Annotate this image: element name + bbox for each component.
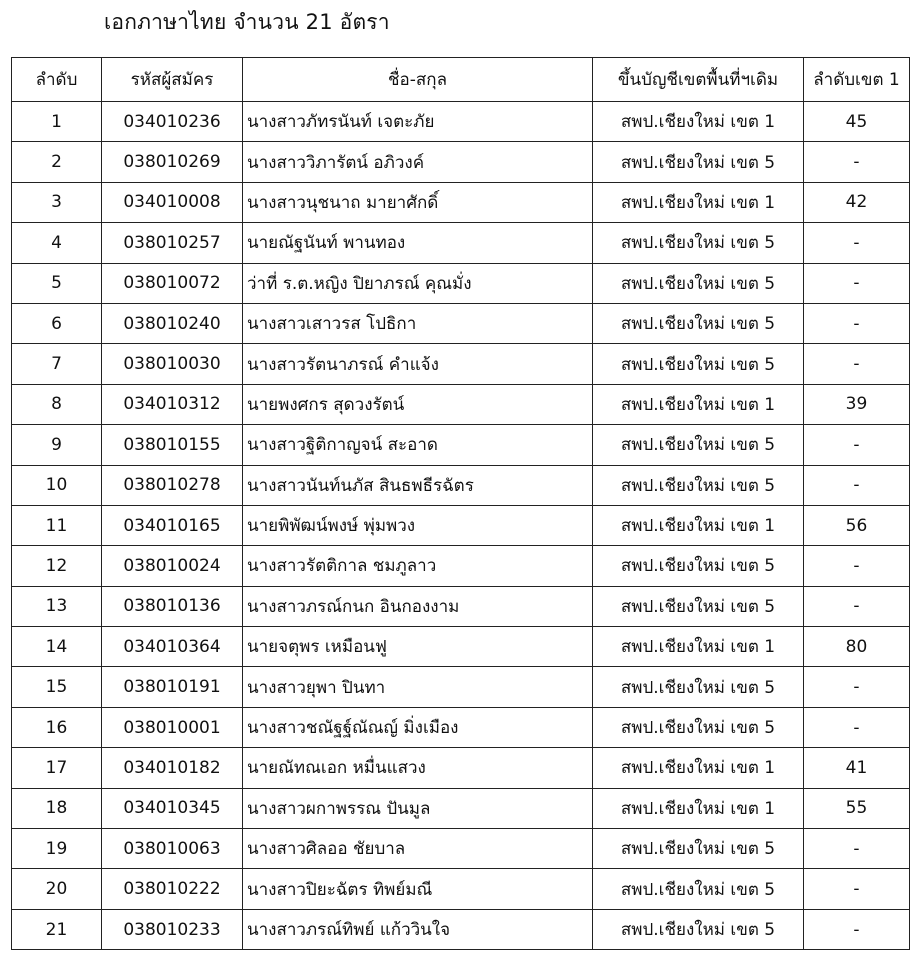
- row-number-cell: 1: [12, 102, 102, 142]
- table-row: [12, 909, 910, 949]
- original-district-cell: สพป.เชียงใหม่ เขต 5: [593, 303, 804, 343]
- district-1-rank-cell: -: [804, 425, 910, 465]
- original-district-cell: สพป.เชียงใหม่ เขต 1: [593, 627, 804, 667]
- full-name-cell: นางสาวศิลออ ชัยบาล: [243, 829, 593, 869]
- district-1-rank-cell: -: [804, 223, 910, 263]
- table-row: [12, 748, 910, 788]
- original-district-cell: สพป.เชียงใหม่ เขต 5: [593, 223, 804, 263]
- column-header-full-name: ชื่อ-สกุล: [243, 58, 593, 102]
- table-row: [12, 505, 910, 545]
- applicant-id-cell: 038010269: [102, 142, 243, 182]
- original-district-cell: สพป.เชียงใหม่ เขต 5: [593, 142, 804, 182]
- applicant-id-cell: 038010233: [102, 909, 243, 949]
- original-district-cell: สพป.เชียงใหม่ เขต 1: [593, 384, 804, 424]
- row-number-cell: 13: [12, 586, 102, 626]
- column-header-order: ลำดับ: [12, 58, 102, 102]
- district-1-rank-cell: -: [804, 909, 910, 949]
- applicant-id-cell: 034010165: [102, 505, 243, 545]
- full-name-cell: นางสาวรัตติกาล ชมภูลาว: [243, 546, 593, 586]
- page-title: เอกภาษาไทย จำนวน 21 อัตรา: [104, 10, 390, 34]
- district-1-rank-cell: -: [804, 869, 910, 909]
- applicant-id-cell: 038010001: [102, 707, 243, 747]
- applicant-id-cell: 038010030: [102, 344, 243, 384]
- full-name-cell: นางสาวฐิติกาญจน์ สะอาด: [243, 425, 593, 465]
- table-row: [12, 303, 910, 343]
- applicant-id-cell: 038010072: [102, 263, 243, 303]
- applicant-id-cell: 038010257: [102, 223, 243, 263]
- table-row: [12, 586, 910, 626]
- table-row: [12, 546, 910, 586]
- original-district-cell: สพป.เชียงใหม่ เขต 1: [593, 788, 804, 828]
- row-number-cell: 21: [12, 909, 102, 949]
- table-row: [12, 465, 910, 505]
- district-1-rank-cell: -: [804, 465, 910, 505]
- original-district-cell: สพป.เชียงใหม่ เขต 5: [593, 707, 804, 747]
- district-1-rank-cell: -: [804, 667, 910, 707]
- table-row: [12, 788, 910, 828]
- full-name-cell: นางสาวชณัฐฐ์ณัณญ์ มิ่งเมือง: [243, 707, 593, 747]
- full-name-cell: นางสาวผกาพรรณ ปันมูล: [243, 788, 593, 828]
- original-district-cell: สพป.เชียงใหม่ เขต 1: [593, 748, 804, 788]
- district-1-rank-cell: -: [804, 586, 910, 626]
- applicant-id-cell: 034010008: [102, 182, 243, 222]
- full-name-cell: นางสาวภรณ์ทิพย์ แก้ววินใจ: [243, 909, 593, 949]
- original-district-cell: สพป.เชียงใหม่ เขต 5: [593, 586, 804, 626]
- full-name-cell: นางสาววิภารัตน์ อภิวงค์: [243, 142, 593, 182]
- table-row: [12, 142, 910, 182]
- applicant-id-cell: 038010191: [102, 667, 243, 707]
- original-district-cell: สพป.เชียงใหม่ เขต 5: [593, 465, 804, 505]
- original-district-cell: สพป.เชียงใหม่ เขต 1: [593, 102, 804, 142]
- applicant-id-cell: 034010236: [102, 102, 243, 142]
- full-name-cell: นางสาวรัตนาภรณ์ คำแจ้ง: [243, 344, 593, 384]
- original-district-cell: สพป.เชียงใหม่ เขต 1: [593, 505, 804, 545]
- district-1-rank-cell: -: [804, 263, 910, 303]
- full-name-cell: นายณัฐนันท์ พานทอง: [243, 223, 593, 263]
- full-name-cell: นายพิพัฒน์พงษ์ พุ่มพวง: [243, 505, 593, 545]
- original-district-cell: สพป.เชียงใหม่ เขต 5: [593, 425, 804, 465]
- district-1-rank-cell: -: [804, 344, 910, 384]
- original-district-cell: สพป.เชียงใหม่ เขต 5: [593, 829, 804, 869]
- applicant-id-cell: 034010364: [102, 627, 243, 667]
- row-number-cell: 17: [12, 748, 102, 788]
- applicant-id-cell: 038010063: [102, 829, 243, 869]
- original-district-cell: สพป.เชียงใหม่ เขต 5: [593, 263, 804, 303]
- row-number-cell: 2: [12, 142, 102, 182]
- applicant-id-cell: 038010222: [102, 869, 243, 909]
- district-1-rank-cell: 80: [804, 627, 910, 667]
- district-1-rank-cell: 41: [804, 748, 910, 788]
- district-1-rank-cell: -: [804, 707, 910, 747]
- full-name-cell: นางสาวภรณ์กนก อินกองงาม: [243, 586, 593, 626]
- full-name-cell: นางสาวภัทรนันท์ เจตะภัย: [243, 102, 593, 142]
- original-district-cell: สพป.เชียงใหม่ เขต 5: [593, 869, 804, 909]
- row-number-cell: 16: [12, 707, 102, 747]
- column-header-applicant-id: รหัสผู้สมัคร: [102, 58, 243, 102]
- row-number-cell: 5: [12, 263, 102, 303]
- row-number-cell: 3: [12, 182, 102, 222]
- district-1-rank-cell: -: [804, 546, 910, 586]
- applicant-id-cell: 034010345: [102, 788, 243, 828]
- table-row: [12, 829, 910, 869]
- original-district-cell: สพป.เชียงใหม่ เขต 5: [593, 667, 804, 707]
- row-number-cell: 10: [12, 465, 102, 505]
- full-name-cell: นางสาวยุพา ปินทา: [243, 667, 593, 707]
- district-1-rank-cell: 39: [804, 384, 910, 424]
- table-row: [12, 707, 910, 747]
- full-name-cell: นางสาวนุชนาถ มายาศักดิ์: [243, 182, 593, 222]
- table-row: [12, 384, 910, 424]
- row-number-cell: 11: [12, 505, 102, 545]
- full-name-cell: ว่าที่ ร.ต.หญิง ปิยาภรณ์ คุณมั่ง: [243, 263, 593, 303]
- applicant-id-cell: 038010278: [102, 465, 243, 505]
- row-number-cell: 9: [12, 425, 102, 465]
- full-name-cell: นางสาวนันท์นภัส สินธพธีรฉัตร: [243, 465, 593, 505]
- header-row: [12, 58, 910, 102]
- district-1-rank-cell: -: [804, 829, 910, 869]
- candidate-table: [11, 57, 910, 950]
- row-number-cell: 8: [12, 384, 102, 424]
- row-number-cell: 19: [12, 829, 102, 869]
- table-row: [12, 869, 910, 909]
- table-row: [12, 223, 910, 263]
- column-header-district-1-rank: ลำดับเขต 1: [804, 58, 910, 102]
- row-number-cell: 4: [12, 223, 102, 263]
- table-row: [12, 627, 910, 667]
- applicant-id-cell: 038010155: [102, 425, 243, 465]
- district-1-rank-cell: 45: [804, 102, 910, 142]
- row-number-cell: 12: [12, 546, 102, 586]
- table-row: [12, 667, 910, 707]
- original-district-cell: สพป.เชียงใหม่ เขต 5: [593, 344, 804, 384]
- row-number-cell: 6: [12, 303, 102, 343]
- full-name-cell: นายจตุพร เหมือนฟู: [243, 627, 593, 667]
- district-1-rank-cell: -: [804, 303, 910, 343]
- row-number-cell: 7: [12, 344, 102, 384]
- table-row: [12, 425, 910, 465]
- district-1-rank-cell: 56: [804, 505, 910, 545]
- row-number-cell: 20: [12, 869, 102, 909]
- table-row: [12, 182, 910, 222]
- column-header-original-district: ขึ้นบัญชีเขตพื้นที่ฯเดิม: [593, 58, 804, 102]
- table-body: [12, 102, 910, 950]
- full-name-cell: นางสาวเสาวรส โปธิกา: [243, 303, 593, 343]
- full-name-cell: นายณัทณเอก หมื่นแสวง: [243, 748, 593, 788]
- applicant-id-cell: 038010136: [102, 586, 243, 626]
- applicant-id-cell: 038010024: [102, 546, 243, 586]
- table-header: [12, 58, 910, 102]
- table-row: [12, 344, 910, 384]
- row-number-cell: 14: [12, 627, 102, 667]
- table-row: [12, 102, 910, 142]
- district-1-rank-cell: -: [804, 142, 910, 182]
- applicant-id-cell: 034010312: [102, 384, 243, 424]
- applicant-id-cell: 038010240: [102, 303, 243, 343]
- district-1-rank-cell: 55: [804, 788, 910, 828]
- full-name-cell: นายพงศกร สุดวงรัตน์: [243, 384, 593, 424]
- original-district-cell: สพป.เชียงใหม่ เขต 5: [593, 909, 804, 949]
- applicant-id-cell: 034010182: [102, 748, 243, 788]
- district-1-rank-cell: 42: [804, 182, 910, 222]
- full-name-cell: นางสาวปิยะฉัตร ทิพย์มณี: [243, 869, 593, 909]
- table-row: [12, 263, 910, 303]
- original-district-cell: สพป.เชียงใหม่ เขต 5: [593, 546, 804, 586]
- row-number-cell: 15: [12, 667, 102, 707]
- original-district-cell: สพป.เชียงใหม่ เขต 1: [593, 182, 804, 222]
- row-number-cell: 18: [12, 788, 102, 828]
